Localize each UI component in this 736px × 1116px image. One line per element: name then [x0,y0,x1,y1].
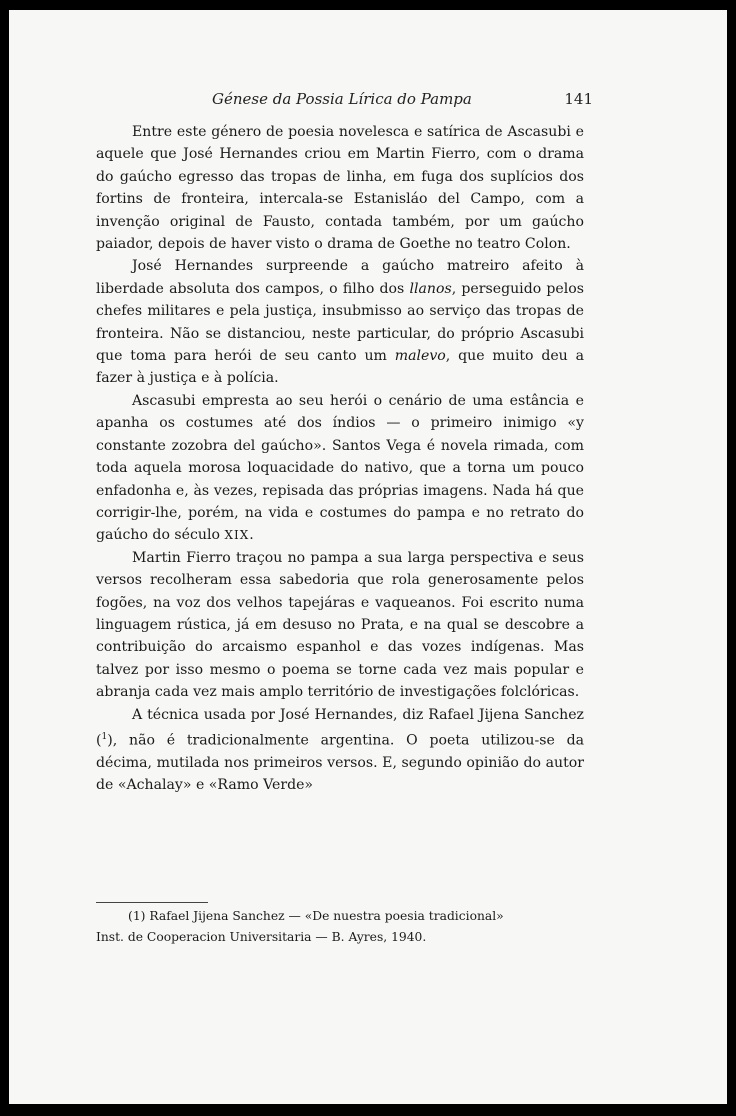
footnote-reference[interactable]: 1 [101,731,108,742]
footnote-line-2: Inst. de Cooperacion Universitaria — B. Ayres, 1940. [96,930,427,944]
page-header [105,90,593,112]
paragraph-5: A técnica usada por José Hernandes, diz Rafael Jijena Sanchez ($^1$), não é tradicionalmente argentina. O poeta utilizou-se da décima, mutilada nos primeiros versos. E, segundo opinião do autor de «Achalay» e «Ramo Verde» [96,706,584,794]
footnote-marker: 1 [132,909,141,923]
paragraph-4: Martin Fierro traçou no pampa a sua larga perspectiva e seus versos recolheram essa sabedoria que rola generosamente pelos fogões, na voz dos velhos tapejáras e vaqueanos. Foi escrito numa linguagem rústica, já em desuso no Prata, e na qual se descobre a contribuição do arcaismo espanhol e das vozes indígenas. Mas talvez por isso mesmo o poema se torne cada vez mais popular e abranja cada vez mais amplo território de investigações folclóricas. [96,549,584,701]
italic-word-llanos: llanos [409,280,452,297]
footnote-line-1: (1) Rafael Jijena Sanchez — «De nuestra poesia tradicional» [128,909,504,923]
paragraph-2: José Hernandes surpreende a gaúcho matreiro afeito à liberdade absoluta dos campos, o filho dos llanos, perseguido pelos chefes militares e pela justiça, insubmisso ao serviço das tropas de fronteira. Não se distanciou, neste particular, do próprio Ascasubi que toma para herói de seu canto um malevo, que muito deu a fazer à justiça e à polícia. [96,258,584,387]
footnote [96,906,584,948]
page-number: 141 [564,90,593,108]
italic-word-malevo: malevo [394,348,446,365]
century-numeral: XIX [224,528,250,543]
running-title: Génese da Possia Lírica do Pampa [212,90,472,108]
body-text [96,121,584,797]
footnote-divider [96,902,208,903]
paragraph-1: Entre este género de poesia novelesca e satírica de Ascasubi e aquele que José Hernandes criou em Martin Fierro, com o drama do gaúcho egresso das tropas de linha, em fuga dos suplícios dos fortins de fronteira, intercala-se Estanisláo del Campo, com a invenção original de Fausto, contada também, por um gaúcho paiador, depois de haver visto o drama de Goethe no teatro Colon. [96,124,584,253]
paragraph-3: Ascasubi empresta ao seu herói o cenário de uma estância e apanha os costumes até dos índios — o primeiro inimigo «y constante zozobra del gaúcho». Santos Vega é novela rimada, com toda aquela morosa loquacidade do nativo, que a torna um pouco enfadonha e, às vezes, repisada das próprias imagens. Nada há que corrigir-lhe, porém, na vida e costumes do pampa e no retrato do gaúcho do século XIX. [96,392,584,544]
